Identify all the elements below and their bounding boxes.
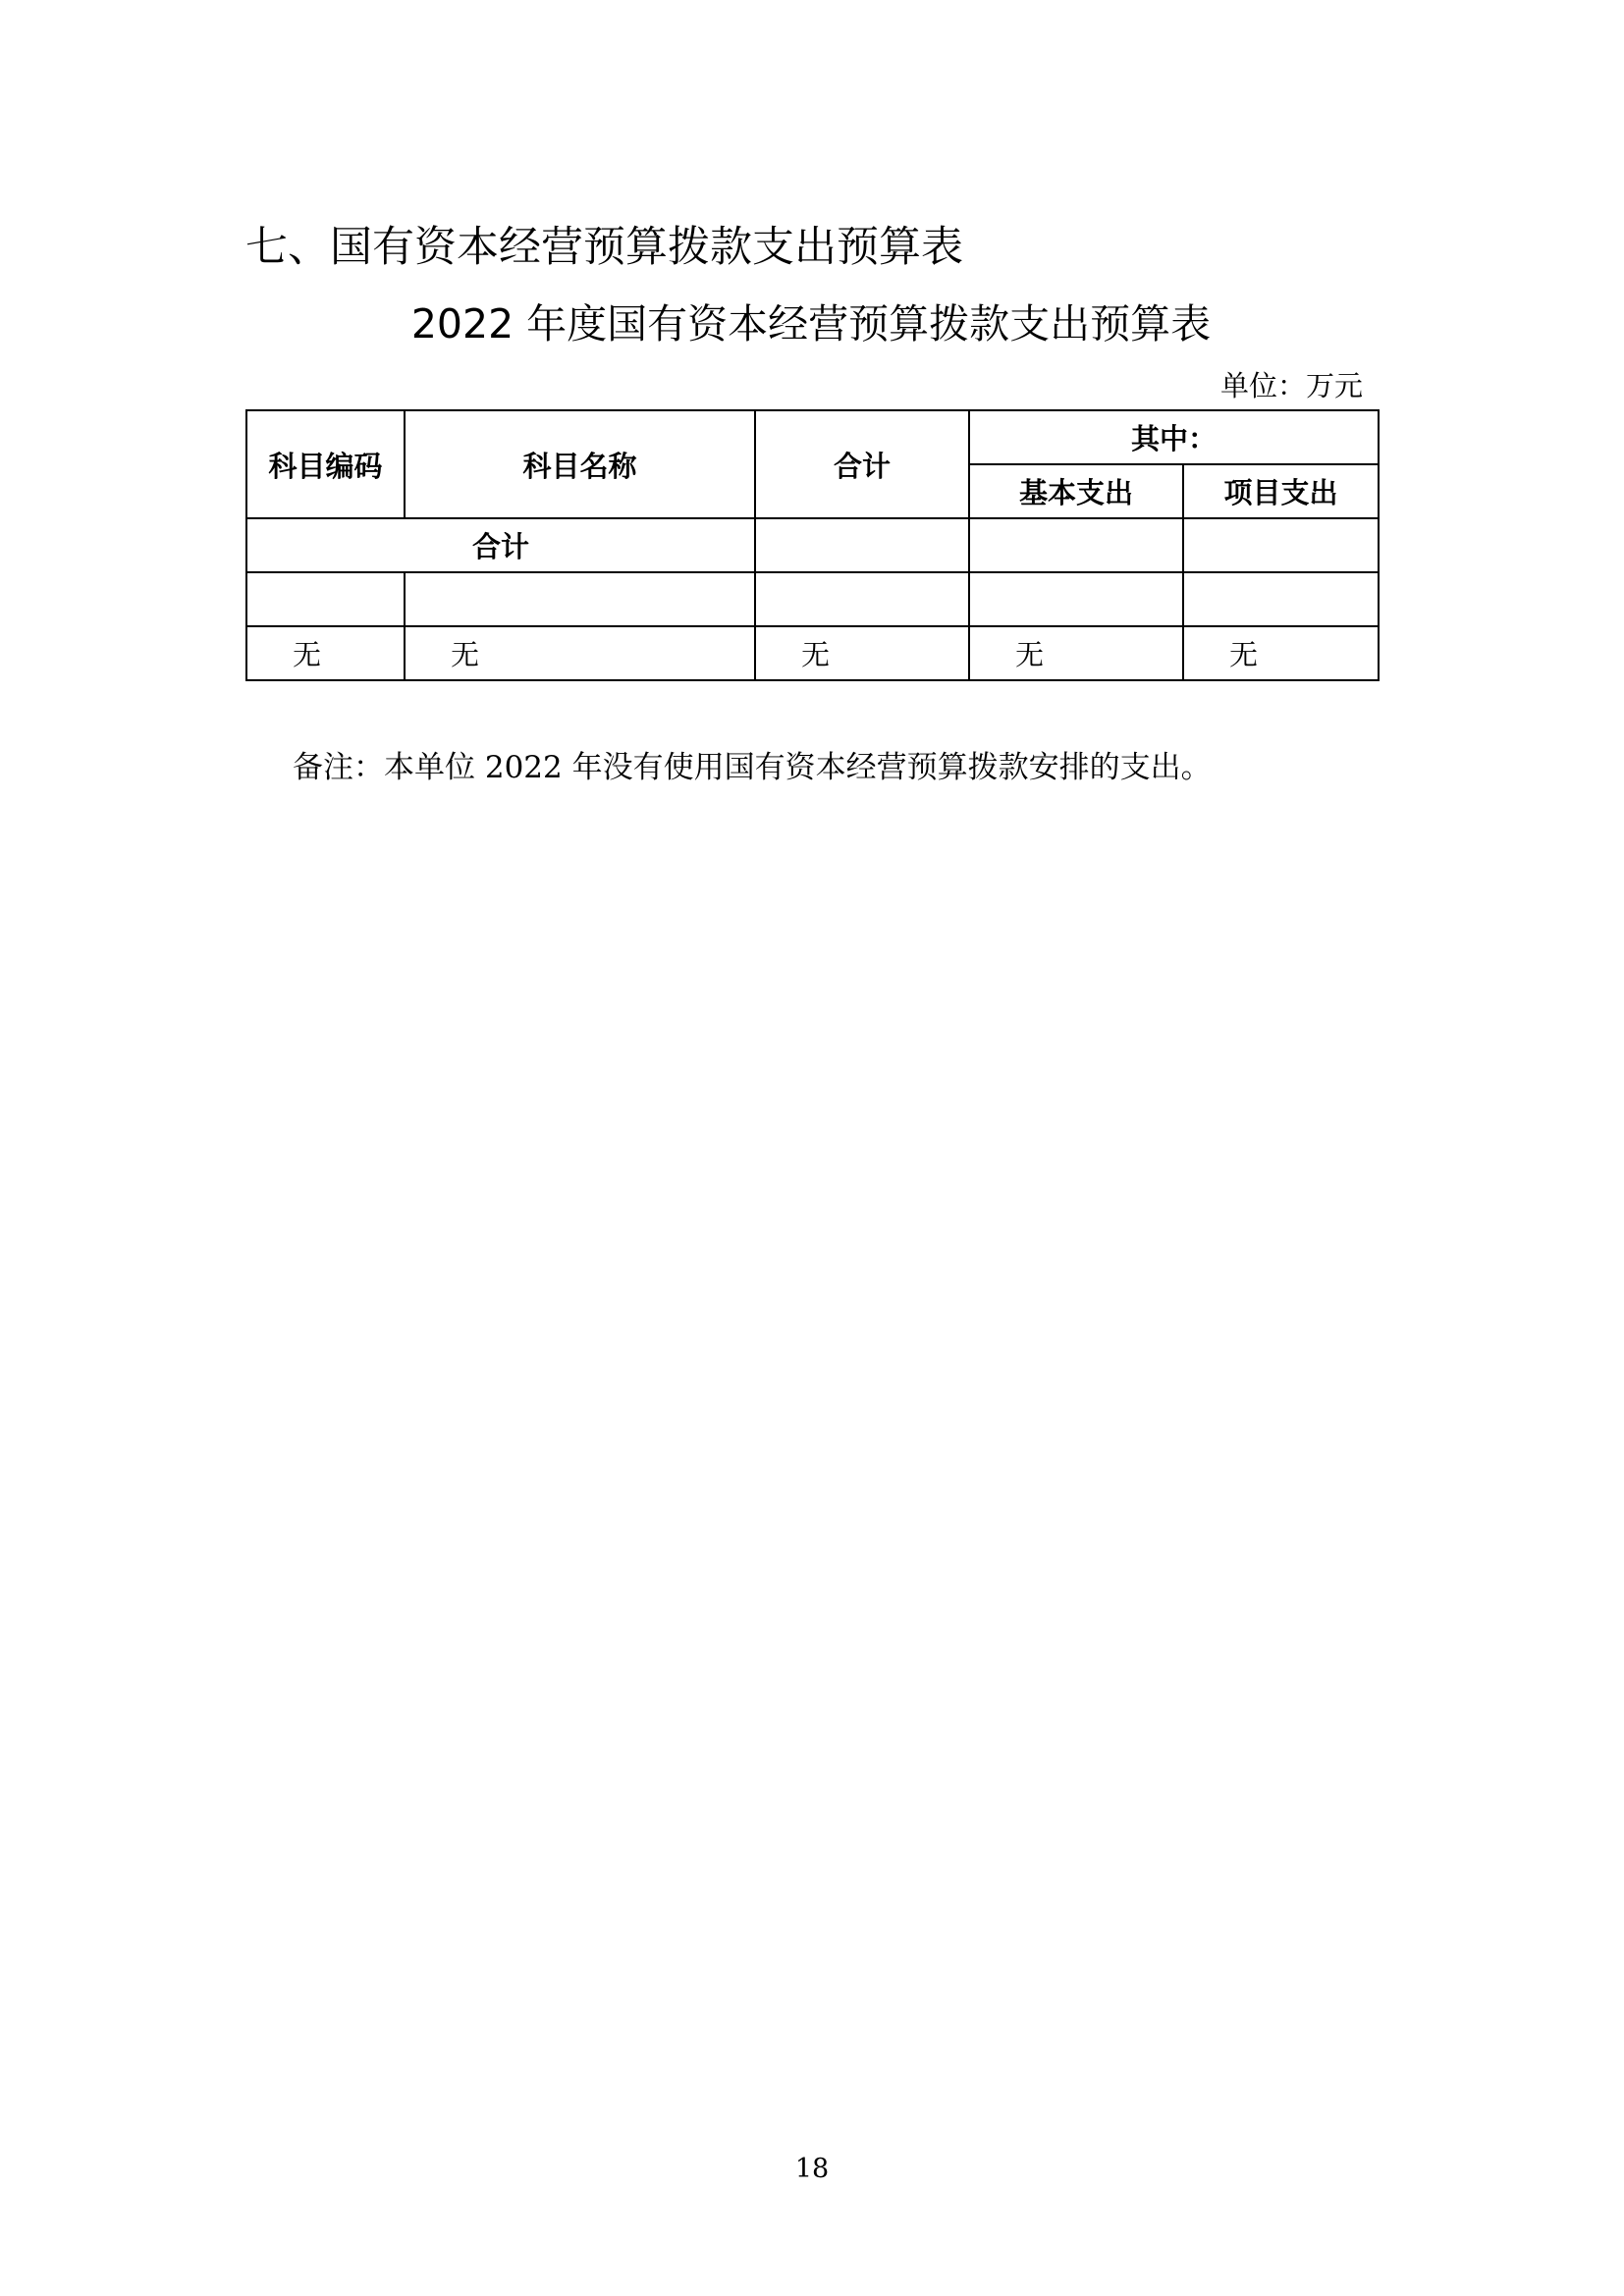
header-of-which: 其中： [969, 410, 1379, 464]
total-row-label: 合计 [246, 518, 755, 572]
total-row-project [1183, 518, 1379, 572]
table-row [246, 572, 1379, 626]
table-row [246, 626, 1379, 680]
cell-basic-expenditure: 无 [969, 626, 1183, 680]
cell-subject-code [246, 572, 405, 626]
budget-table [245, 409, 1380, 681]
header-total: 合计 [755, 410, 969, 518]
page-number: 18 [794, 2154, 830, 2184]
footnote: 备注：本单位 2022 年没有使用国有资本经营预算拨款安排的支出。 [293, 750, 1212, 785]
header-basic-expenditure: 基本支出 [969, 464, 1183, 518]
cell-basic-expenditure [969, 572, 1183, 626]
header-subject-name: 科目名称 [405, 410, 755, 518]
unit-label: 单位：万元 [1219, 369, 1363, 402]
table-total-row [246, 518, 1379, 572]
cell-project-expenditure [1183, 572, 1379, 626]
cell-total [755, 572, 969, 626]
table-title: 2022 年度国有资本经营预算拨款支出预算表 [410, 300, 1212, 347]
header-project-expenditure: 项目支出 [1183, 464, 1379, 518]
total-row-basic [969, 518, 1183, 572]
cell-project-expenditure: 无 [1183, 626, 1379, 680]
cell-subject-code: 无 [246, 626, 405, 680]
table-header-row [246, 410, 1379, 464]
total-row-total [755, 518, 969, 572]
cell-subject-name [405, 572, 755, 626]
cell-total: 无 [755, 626, 969, 680]
section-heading: 七、国有资本经营预算拨款支出预算表 [245, 223, 963, 272]
cell-subject-name: 无 [405, 626, 755, 680]
header-subject-code: 科目编码 [246, 410, 405, 518]
